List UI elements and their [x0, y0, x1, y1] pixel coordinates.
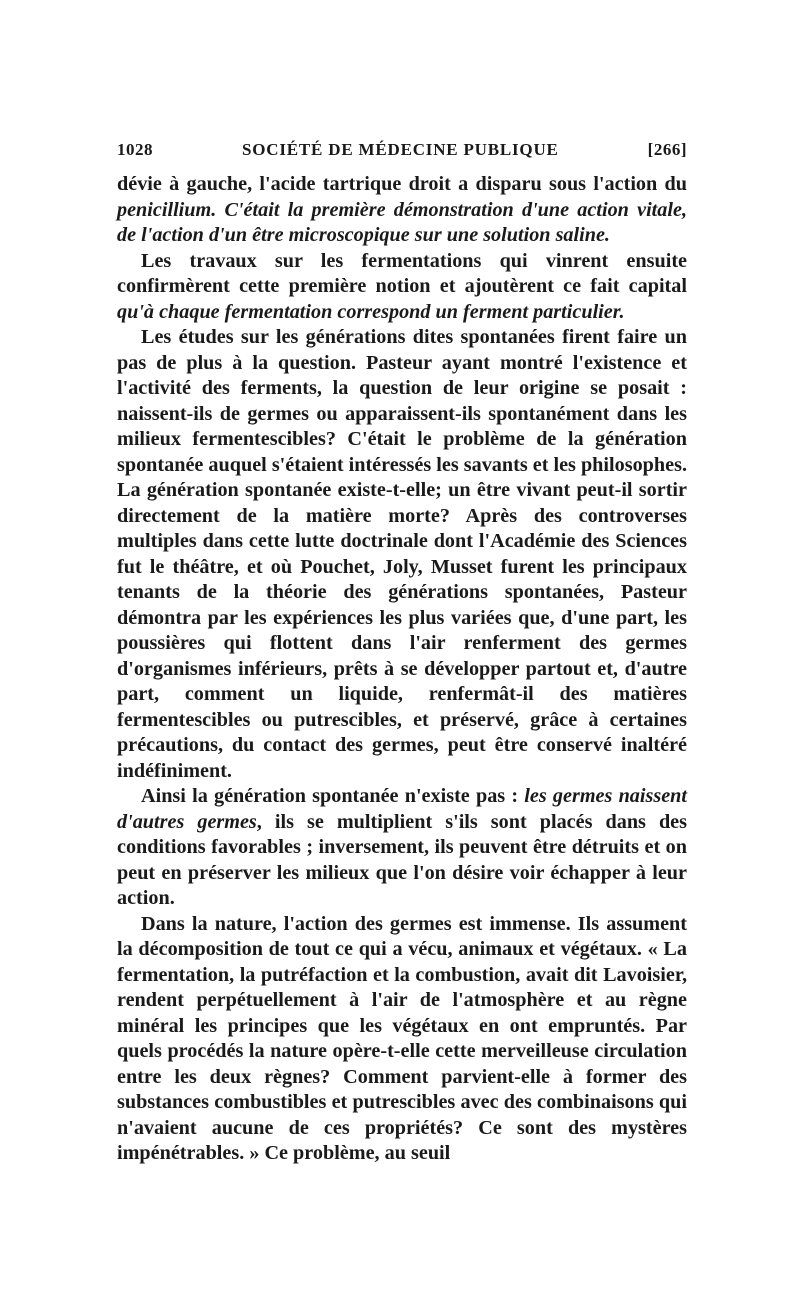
- paragraph-2: [117, 249, 687, 326]
- paragraph-2-part-1: Les travaux sur les fermentations qui vinrent ensuite confirmèrent cette première notion et ajoutèrent ce fait capital: [117, 249, 687, 297]
- paragraph-5-part-1: Dans la nature, l'action des germes est immense. Ils assument la décomposition de tout ce qui a vécu, animaux et végétaux. « La fermentation, la putréfaction et la combustion, avait dit Lavoisier, rendent perpétuellement à l'air de l'atmosphère et au règne minéral les principes que les végétaux en ont empruntés. Par quels procédés la nature opère-t-elle cette merveilleuse circulation entre les deux règnes? Comment parvient-elle à former des substances combustibles et putrescibles avec des combinaisons qui n'avaient aucune de ces propriétés? Ce sont des mystères impénétrables. » Ce problème, au seuil: [117, 912, 687, 1164]
- paragraph-1-part-1: dévie à gauche, l'acide tartrique droit a disparu sous l'action du: [117, 173, 687, 195]
- paragraph-4-part-3: , ils se multiplient s'ils sont placés dans des conditions favorables ; inversement, ils peuvent être détruits et on peut en préserver les milieux que l'on désire voir échapper à leur action.: [117, 810, 687, 909]
- paragraph-4-part-1: Ainsi la génération spontanée n'existe pas :: [141, 785, 525, 807]
- book-page: [117, 140, 687, 1167]
- paragraph-3-part-1: Les études sur les générations dites spontanées firent faire un pas de plus à la question. Pasteur ayant montré l'existence et l'activité des ferments, la question de leur origine se posait : naissent-ils de germes ou apparaissent-ils spontanément dans les milieux fermentescibles? C'était le problème de la génération spontanée auquel s'étaient intéressés les savants et les philosophes. La génération spontanée existe-t-elle; un être vivant peut-il sortir directement de la matière morte? Après des controverses multiples dans cette lutte doctrinale dont l'Académie des Sciences fut le théâtre, et où Pouchet, Joly, Musset furent les principaux tenants de la théorie des générations spontanées, Pasteur démontra par les expériences les plus variées que, d'une part, les poussières qui flottent dans l'air renferment des germes d'organismes inférieurs, prêts à se développer partout et, d'autre part, comment un liquide, renfermât-il des matières fermentescibles ou putrescibles, et préservé, grâce à certaines précautions, du contact des germes, peut être conservé inaltéré indéfiniment.: [117, 326, 687, 782]
- section-number: [266]: [647, 140, 687, 159]
- paragraph-1: [117, 172, 687, 249]
- body-text: [117, 172, 687, 1167]
- paragraph-4-part-2: les germes naissent d'autres germes: [117, 785, 688, 833]
- running-title: SOCIÉTÉ DE MÉDECINE PUBLIQUE: [242, 140, 559, 159]
- running-header: [117, 140, 687, 160]
- paragraph-5: [117, 912, 687, 1167]
- paragraph-2-part-2: qu'à chaque fermentation correspond un ferment particulier.: [117, 300, 625, 323]
- page-number: 1028: [117, 140, 153, 159]
- paragraph-4: [117, 784, 687, 912]
- paragraph-1-part-2: penicillium. C'était la première démonstration d'une action vitale, de l'action d'un être microscopique sur une solution saline.: [117, 198, 687, 246]
- paragraph-3: [117, 325, 687, 784]
